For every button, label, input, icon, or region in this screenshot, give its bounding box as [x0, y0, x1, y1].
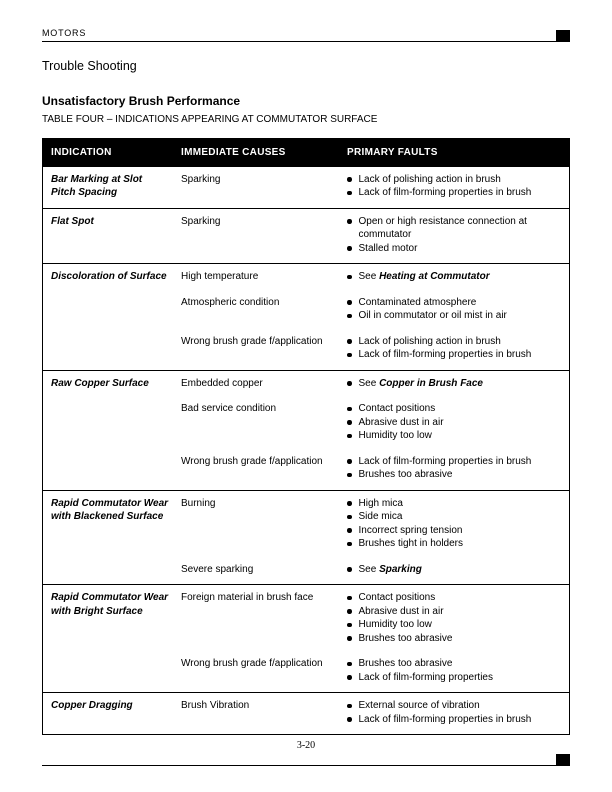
fault-text: Open or high resistance connection at commutator: [358, 215, 527, 240]
cause-fault-groups: [175, 377, 569, 482]
bullet-icon: [347, 501, 352, 506]
immediate-cause-cell: Burning: [181, 497, 216, 509]
fault-item: [347, 186, 569, 200]
bullet-icon: [347, 609, 352, 614]
cause-fault-group: [175, 270, 569, 284]
cause-fault-group: [175, 591, 569, 645]
fault-item: [347, 510, 569, 524]
indication-cell: Raw Copper Surface: [51, 377, 149, 389]
fault-text: See Sparking: [358, 563, 422, 575]
footer-rule: [42, 754, 570, 766]
bullet-icon: [347, 515, 352, 520]
fault-item: [347, 468, 569, 482]
indication-cell: Rapid Commutator Wear with Bright Surface: [51, 592, 169, 617]
fault-item: [347, 699, 569, 713]
corner-mark-bottom-icon: [556, 754, 570, 765]
bullet-icon: [347, 177, 352, 182]
fault-text: Brushes too abrasive: [358, 469, 453, 480]
fault-text: Abrasive dust in air: [358, 416, 444, 428]
fault-text: Contaminated atmosphere: [358, 296, 477, 308]
cause-fault-groups: [175, 173, 569, 200]
fault-item: [347, 563, 569, 577]
immediate-cause-cell: Severe sparking: [181, 563, 254, 575]
bullet-icon: [347, 636, 352, 641]
bullet-icon: [347, 567, 352, 572]
cause-fault-groups: [175, 270, 569, 362]
cause-fault-group: [175, 402, 569, 443]
faults-list: [339, 377, 569, 391]
fault-item: [347, 309, 569, 323]
cause-fault-groups: [175, 215, 569, 256]
fault-item: [347, 497, 569, 511]
fault-text: Contact positions: [358, 592, 436, 603]
table-caption: TABLE FOUR – INDICATIONS APPEARING AT COMMUTATOR SURFACE: [42, 114, 378, 125]
section-title: Unsatisfactory Brush Performance: [42, 94, 241, 108]
column-header-indication: INDICATION: [51, 147, 112, 158]
immediate-cause-cell: Brush Vibration: [181, 700, 250, 711]
fault-text: Humidity too low: [358, 430, 432, 441]
faults-list: [339, 699, 569, 726]
fault-text: Brushes too abrasive: [358, 658, 453, 669]
column-header-primary-faults: PRIMARY FAULTS: [347, 147, 438, 158]
fault-item: [347, 348, 569, 362]
fault-text: Lack of film-forming properties in brush: [358, 455, 532, 467]
fault-item: [347, 335, 569, 349]
fault-item: [347, 296, 569, 310]
cause-fault-group: [175, 497, 569, 551]
fault-item: [347, 215, 569, 242]
faults-list: [339, 497, 569, 551]
faults-list: [339, 173, 569, 200]
cause-fault-group: [175, 455, 569, 482]
faults-list: [339, 270, 569, 284]
cause-fault-group: [175, 215, 569, 256]
fault-text: Contact positions: [358, 403, 436, 414]
bullet-icon: [347, 717, 352, 722]
fault-text: Lack of film-forming properties in brush: [358, 349, 532, 360]
immediate-cause-cell: Wrong brush grade f/application: [181, 335, 323, 347]
fault-text: High mica: [358, 497, 403, 509]
cause-fault-group: [175, 377, 569, 391]
faults-list: [339, 657, 569, 684]
fault-text: See Heating at Commutator: [358, 271, 490, 282]
immediate-cause-cell: High temperature: [181, 271, 259, 282]
table-row: [43, 264, 569, 371]
faults-list: [339, 296, 569, 323]
cause-fault-group: [175, 296, 569, 323]
indication-cell: Rapid Commutator Wear with Blackened Surface: [51, 497, 169, 522]
page-header: [42, 28, 570, 42]
cause-fault-group: [175, 335, 569, 362]
fault-text: Brushes too abrasive: [358, 632, 453, 644]
table-row: [43, 693, 569, 734]
page-footer: [42, 740, 570, 766]
bullet-icon: [347, 675, 352, 680]
bullet-icon: [347, 542, 352, 547]
bullet-icon: [347, 407, 352, 412]
bullet-icon: [347, 434, 352, 439]
fault-item: [347, 591, 569, 605]
page-number: 3-20: [296, 740, 316, 751]
cause-fault-groups: [175, 497, 569, 577]
cause-fault-groups: [175, 699, 569, 726]
fault-text: Stalled motor: [358, 242, 418, 254]
corner-mark-top-icon: [556, 30, 570, 41]
faults-list: [339, 591, 569, 645]
table-header-row: [43, 139, 569, 167]
fault-text: Lack of film-forming properties in brush: [358, 713, 532, 725]
bullet-icon: [347, 353, 352, 358]
bullet-icon: [347, 420, 352, 425]
fault-text: See Copper in Brush Face: [358, 377, 483, 389]
bullet-icon: [347, 246, 352, 251]
indication-cell: Discoloration of Surface: [51, 271, 167, 282]
immediate-cause-cell: Foreign material in brush face: [181, 592, 314, 603]
cross-reference: Copper in Brush Face: [379, 377, 483, 389]
fault-text: Incorrect spring tension: [358, 524, 463, 536]
table-body: [43, 167, 569, 735]
immediate-cause-cell: Wrong brush grade f/application: [181, 658, 323, 669]
cause-fault-groups: [175, 591, 569, 684]
fault-text: External source of vibration: [358, 700, 480, 711]
faults-list: [339, 335, 569, 362]
immediate-cause-cell: Embedded copper: [181, 377, 263, 389]
bullet-icon: [347, 623, 352, 628]
fault-text: Oil in commutator or oil mist in air: [358, 310, 507, 321]
immediate-cause-cell: Atmospheric condition: [181, 296, 280, 308]
bullet-icon: [347, 381, 352, 386]
fault-item: [347, 270, 569, 284]
cause-fault-group: [175, 563, 569, 577]
fault-item: [347, 429, 569, 443]
cause-fault-group: [175, 173, 569, 200]
bullet-icon: [347, 191, 352, 196]
bullet-icon: [347, 459, 352, 464]
bullet-icon: [347, 300, 352, 305]
bullet-icon: [347, 704, 352, 709]
fault-item: [347, 242, 569, 256]
indication-cell: Copper Dragging: [51, 700, 133, 711]
bullet-icon: [347, 596, 352, 601]
fault-item: [347, 524, 569, 538]
fault-item: [347, 416, 569, 430]
bullet-icon: [347, 339, 352, 344]
fault-item: [347, 671, 569, 685]
fault-text: Side mica: [358, 511, 403, 522]
bullet-icon: [347, 528, 352, 533]
fault-item: [347, 377, 569, 391]
immediate-cause-cell: Sparking: [181, 215, 221, 227]
fault-item: [347, 537, 569, 551]
fault-item: [347, 657, 569, 671]
immediate-cause-cell: Wrong brush grade f/application: [181, 455, 323, 467]
page-title: Trouble Shooting: [42, 59, 137, 73]
fault-text: Humidity too low: [358, 619, 432, 630]
table-row: [43, 167, 569, 209]
fault-text: Lack of polishing action in brush: [358, 173, 501, 185]
cross-reference: Sparking: [379, 563, 422, 575]
immediate-cause-cell: Sparking: [181, 173, 221, 185]
fault-text: Lack of film-forming properties: [358, 671, 493, 683]
fault-item: [347, 713, 569, 727]
column-header-immediate-causes: IMMEDIATE CAUSES: [181, 147, 286, 158]
table-row: [43, 585, 569, 693]
indication-cell: Flat Spot: [51, 215, 94, 227]
cause-fault-group: [175, 699, 569, 726]
fault-item: [347, 455, 569, 469]
table-row: [43, 491, 569, 586]
fault-text: Brushes tight in holders: [358, 538, 464, 549]
bullet-icon: [347, 275, 352, 280]
fault-item: [347, 618, 569, 632]
cross-reference: Heating at Commutator: [379, 271, 490, 282]
fault-text: Abrasive dust in air: [358, 605, 444, 617]
immediate-cause-cell: Bad service condition: [181, 403, 277, 414]
fault-item: [347, 605, 569, 619]
bullet-icon: [347, 662, 352, 667]
fault-text: Lack of film-forming properties in brush: [358, 187, 532, 198]
faults-list: [339, 563, 569, 577]
trouble-table: [42, 138, 570, 735]
table-row: [43, 371, 569, 491]
faults-list: [339, 402, 569, 443]
bullet-icon: [347, 314, 352, 319]
table-row: [43, 209, 569, 265]
fault-item: [347, 173, 569, 187]
header-label: MOTORS: [42, 28, 87, 38]
fault-item: [347, 402, 569, 416]
faults-list: [339, 215, 569, 256]
indication-cell: Bar Marking at Slot Pitch Spacing: [51, 173, 143, 198]
cause-fault-group: [175, 657, 569, 684]
bullet-icon: [347, 219, 352, 224]
fault-item: [347, 632, 569, 646]
fault-text: Lack of polishing action in brush: [358, 335, 501, 347]
bullet-icon: [347, 473, 352, 478]
faults-list: [339, 455, 569, 482]
